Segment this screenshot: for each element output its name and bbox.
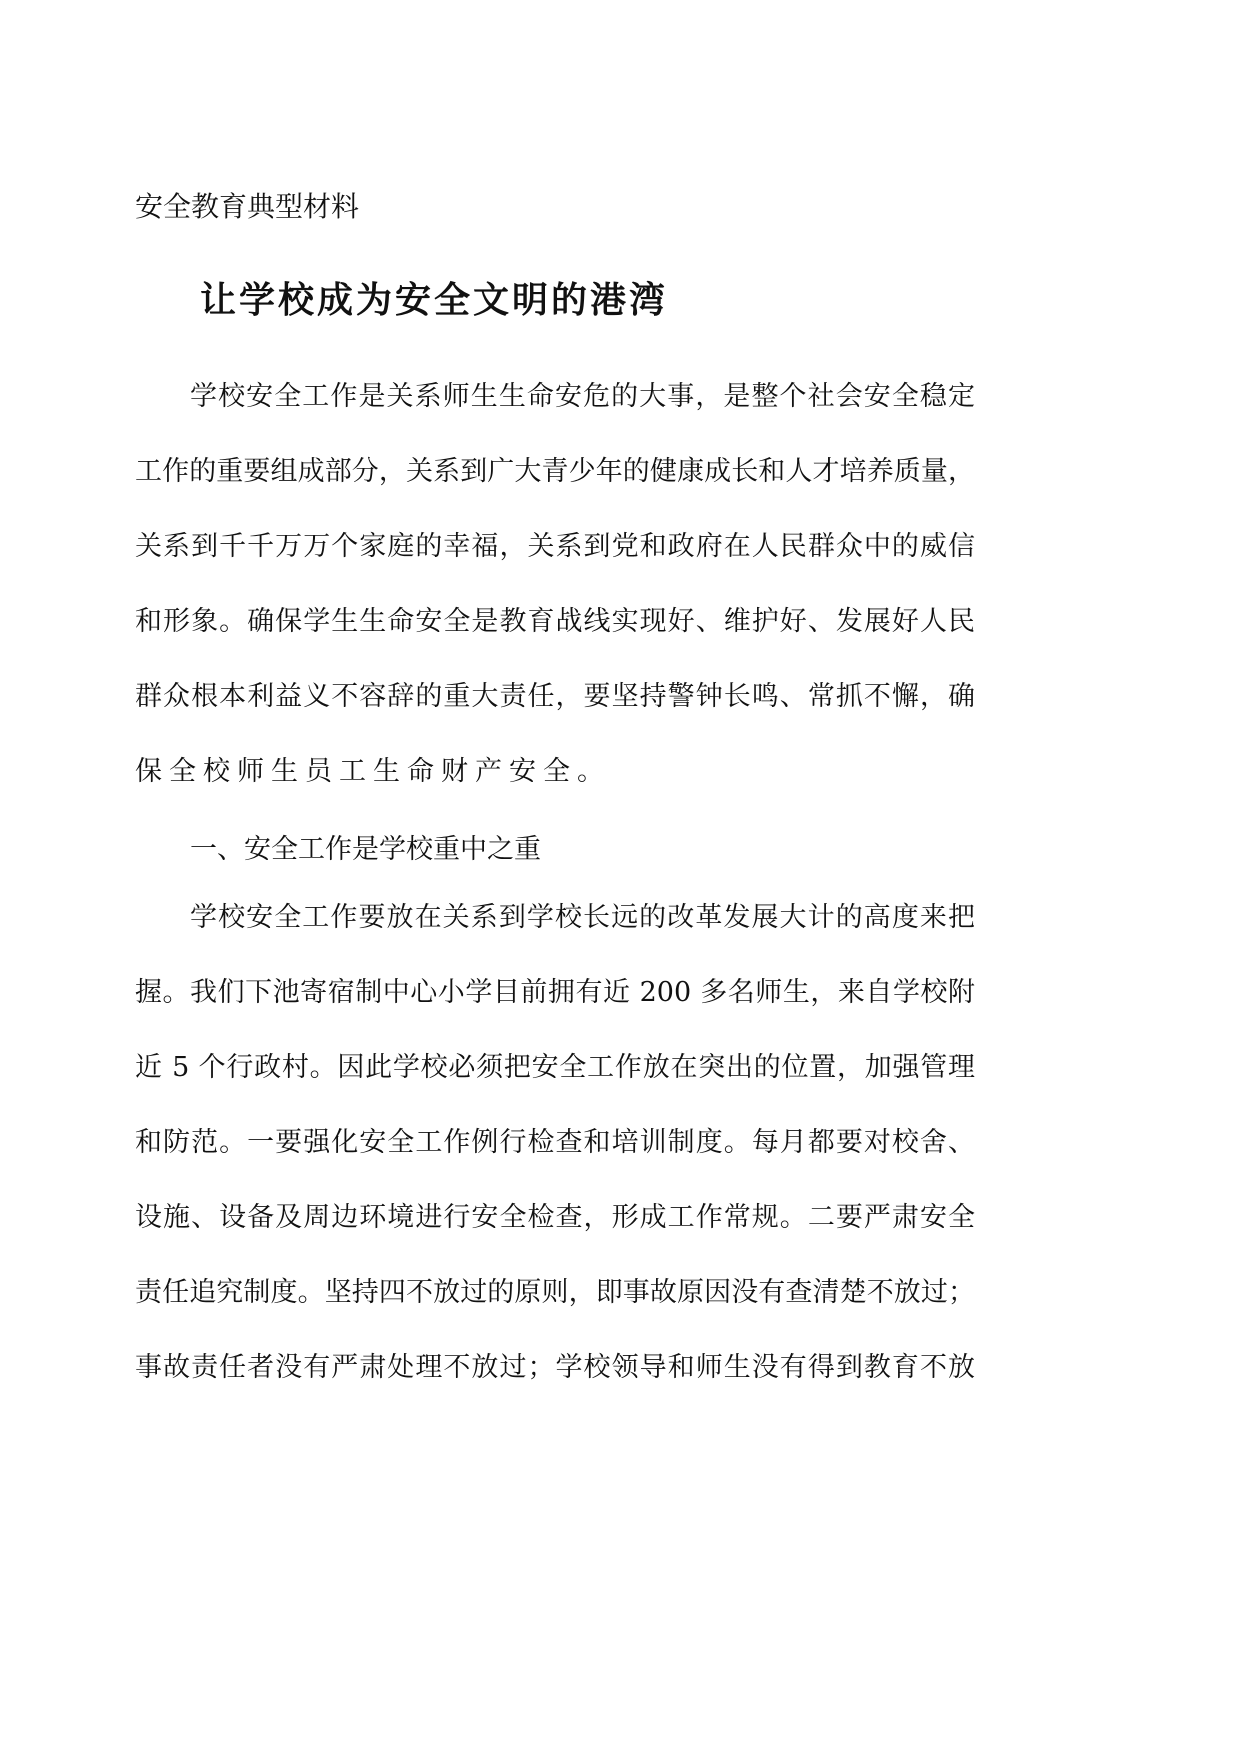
paragraph-line: 保全校师生员工生命财产安全。 bbox=[135, 756, 611, 787]
paragraph-line: 关系到千千万万个家庭的幸福，关系到党和政府在人民群众中的威信 bbox=[135, 531, 975, 562]
paragraph-line: 学校安全工作是关系师生生命安危的大事，是整个社会安全稳定 bbox=[190, 381, 975, 412]
paragraph-line: 握。我们下池寄宿制中心小学目前拥有近 200 多名师生，来自学校附 bbox=[135, 977, 975, 1008]
paragraph-line: 和形象。确保学生生命安全是教育战线实现好、维护好、发展好人民 bbox=[135, 606, 975, 637]
paragraph-line: 工作的重要组成部分，关系到广大青少年的健康成长和人才培养质量， bbox=[135, 456, 975, 487]
paragraph-line: 责任追究制度。坚持四不放过的原则，即事故原因没有查清楚不放过； bbox=[135, 1277, 975, 1308]
paragraph-line: 设施、设备及周边环境进行安全检查，形成工作常规。二要严肃安全 bbox=[135, 1202, 975, 1233]
document-title: 让学校成为安全文明的港湾 bbox=[200, 280, 669, 321]
document-label: 安全教育典型材料 bbox=[135, 190, 360, 223]
paragraph-line: 群众根本利益义不容辞的重大责任，要坚持警钟长鸣、常抓不懈，确 bbox=[135, 681, 975, 712]
paragraph-line: 学校安全工作要放在关系到学校长远的改革发展大计的高度来把 bbox=[190, 902, 975, 933]
paragraph-line: 事故责任者没有严肃处理不放过；学校领导和师生没有得到教育不放 bbox=[135, 1352, 975, 1383]
paragraph-line: 近 5 个行政村。因此学校必须把安全工作放在突出的位置，加强管理 bbox=[135, 1052, 975, 1083]
section-heading: 一、安全工作是学校重中之重 bbox=[190, 834, 541, 865]
paragraph-line: 和防范。一要强化安全工作例行检查和培训制度。每月都要对校舍、 bbox=[135, 1127, 975, 1158]
